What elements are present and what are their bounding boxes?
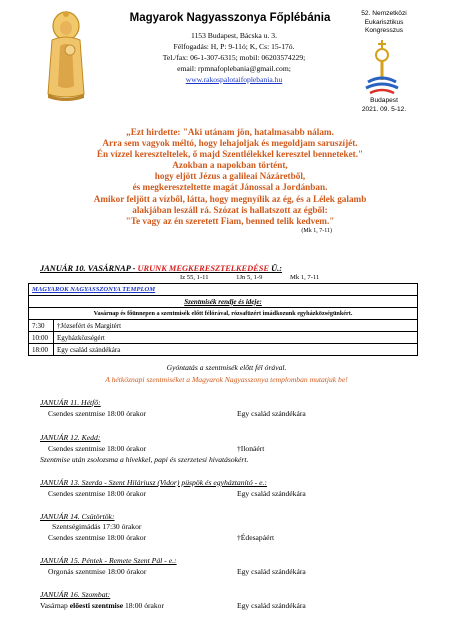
day-title: JANUÁR 12. Kedd: xyxy=(40,433,101,442)
congress-line3: Kongresszus xyxy=(364,27,404,35)
mass-intention: Egy család szándékára xyxy=(237,567,306,576)
reading-3: Mk 1, 7-11 xyxy=(290,274,320,281)
address: 1153 Budapest, Bácska u. 3. xyxy=(191,31,277,40)
day-title: JANUÁR 13. Szerda - Szent Hiláriusz (Vidor) püspök és egyháztanító - e.: xyxy=(40,478,267,487)
phone: Tel./fax: 06-1-307-6315; mobil: 06203574229; xyxy=(162,53,306,62)
mass-text: Csendes szentmise 18:00 órakor xyxy=(48,444,147,453)
day-title: JANUÁR 16. Szombat: xyxy=(40,590,111,599)
mass-time: 10:00 xyxy=(29,332,54,344)
table-row xyxy=(29,320,418,332)
mass-text: Csendes szentmise 18:00 órakor xyxy=(48,409,147,418)
quote-line: alakjában leszáll rá. Szózat is hallatszott az égből: xyxy=(132,204,328,215)
table-row xyxy=(29,332,418,344)
mass-text-prefix: Vasárnap xyxy=(40,601,70,610)
mass-time: 18:00 xyxy=(29,344,54,356)
mass-schedule-table xyxy=(28,283,418,356)
mass-text-suffix: 18:00 órakor xyxy=(123,601,165,610)
vespers-note: Szentmise után zsolozsma a hívekkel, papi és szerzetesi hivatásokért. xyxy=(40,455,249,464)
quote-line: Amikor feljött a vízből, látta, hogy megnyílik az ég, és a Lélek galamb xyxy=(93,193,367,204)
congress-line1: 52. Nemzetközi xyxy=(361,10,407,17)
mass-text xyxy=(40,601,164,610)
mass-time: 7:30 xyxy=(29,320,54,332)
sunday-feast: URUNK MEGKERESZTELKEDÉSE xyxy=(137,264,269,273)
mass-text: Csendes szentmise 18:00 órakor xyxy=(48,489,147,498)
website-link[interactable]: www.rakospalotaifoplebania.hu xyxy=(185,75,283,84)
sunday-title xyxy=(40,264,282,273)
madonna-logo xyxy=(40,6,92,102)
email: email: rpmnafoplebania@gmail.com; xyxy=(177,64,291,73)
contact-block xyxy=(120,30,348,85)
congress-line2: Eukarisztikus xyxy=(364,18,404,26)
weekday-note: A hétköznapi szentmiséket a Magyarok Nagyasszonya templomban mutatjuk be! xyxy=(105,375,348,384)
mass-intention: †Józsefért és Margitért xyxy=(54,320,418,332)
church-name: MAGYAROK NAGYASSZONYA TEMPLOM xyxy=(29,284,418,296)
quote-line: "Te vagy az én szeretett Fiam, benned telik kedvem." xyxy=(125,215,335,226)
congress-city: Budapest xyxy=(370,97,398,104)
readings xyxy=(180,274,345,281)
mass-text-bold: előesti szentmise xyxy=(69,601,124,610)
mass-intention: Egyházközségért xyxy=(54,332,418,344)
mass-intention: †Ilonáért xyxy=(237,444,265,453)
day-title: JANUÁR 11. Hétfő: xyxy=(40,398,101,407)
quote-line: Azokban a napokban történt, xyxy=(172,160,288,171)
reading-1: Iz 55, 1-11 xyxy=(180,274,209,281)
sunday-feast-rank: Ü.: xyxy=(271,264,283,273)
congress-dates: 2021. 09. 5-12. xyxy=(361,106,407,113)
rosary-note: Vasárnap és főünnepen a szentmisék előtt félórával, rózsafüzért imádkozunk egyházközségünkért. xyxy=(29,308,418,320)
congress-label xyxy=(343,10,425,36)
quote-reference: (Mk 1, 7-11) xyxy=(301,227,332,234)
confession-note: Gyóntatás a szentmisék előtt fél órával. xyxy=(166,363,287,372)
mass-intention: Egy család szándékára xyxy=(237,409,306,418)
schedule-title: Szentmisék rendje és ideje: xyxy=(29,296,418,308)
mass-intention: Egy család szándékára xyxy=(237,489,306,498)
mass-intention: †Édesapáért xyxy=(237,533,275,542)
congress-info xyxy=(343,96,425,114)
quote-line: „Ezt hirdette: "Aki utánam jön, hatalmasabb nálam. xyxy=(126,127,334,137)
quote-line: hogy eljött Jézus a galileai Názáretből, xyxy=(154,171,306,182)
day-title: JANUÁR 15. Péntek - Remete Szent Pál - e.: xyxy=(40,556,177,565)
sunday-date: JANUÁR 10. VASÁRNAP - xyxy=(40,264,136,273)
quote-line: Arra sem vagyok méltó, hogy lehajoljak és megoldjam saruszíjét. xyxy=(102,138,358,149)
mass-intention: Egy család szándékára xyxy=(237,601,306,610)
mass-text: Csendes szentmise 18:00 órakor xyxy=(48,533,147,542)
quote-line: Én vízzel kereszteltelek, ő majd Szentlélekkel keresztel benneteket." xyxy=(96,149,364,160)
table-row xyxy=(29,344,418,356)
day-title: JANUÁR 14. Csütörtök: xyxy=(40,512,115,521)
parish-name: Magyarok Nagyasszonya Főplébánia xyxy=(129,12,331,24)
reading-2: 1Jn 5, 1-9 xyxy=(236,274,263,281)
adoration-text: Szentségimádás 17:30 órakor xyxy=(52,522,142,531)
quote-line: és megkereszteltette magát Jánossal a Jordánban. xyxy=(132,182,328,193)
gospel-quote xyxy=(50,127,410,235)
mass-text: Orgonás szentmise 18:00 órakor xyxy=(48,567,147,576)
mass-intention: Egy család szándékára xyxy=(54,344,418,356)
office-hours: Félfogadás: H, P: 9-11ó; K, Cs: 15-17ó. xyxy=(173,42,295,51)
congress-logo xyxy=(364,38,400,96)
